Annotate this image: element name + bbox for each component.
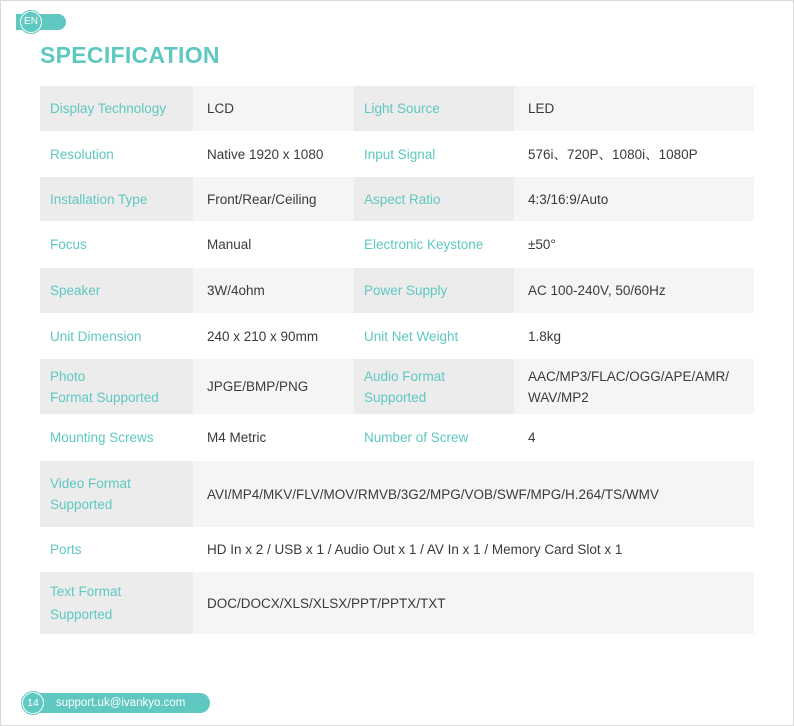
spec-value-speaker: 3W/4ohm <box>193 268 354 313</box>
spec-label-input-signal: Input Signal <box>364 146 436 162</box>
spec-label-unit-net-weight: Unit Net Weight <box>364 328 459 344</box>
spec-row-focus <box>40 223 754 266</box>
spec-row-display <box>40 86 754 131</box>
spec-row-speaker <box>40 268 754 313</box>
spec-value-audio-format-line1: AAC/MP3/FLAC/OGG/APE/AMR/ <box>528 368 730 384</box>
spec-row-photo-audio <box>40 359 754 414</box>
spec-label-resolution: Resolution <box>50 146 114 162</box>
spec-row-ports <box>40 529 754 570</box>
spec-label-photo-format <box>40 359 193 414</box>
spec-label-video-format-line2: Supported <box>50 497 113 512</box>
spec-value-light-source: LED <box>514 86 754 131</box>
spec-value-electronic-keystone: ±50° <box>528 237 556 252</box>
spec-label-light-source: Light Source <box>354 86 514 131</box>
spec-label-speaker: Speaker <box>40 268 193 313</box>
spec-label-power-supply: Power Supply <box>354 268 514 313</box>
spec-label-text-format-line2: Supported <box>50 607 113 622</box>
spec-value-video-format: AVI/MP4/MKV/FLV/MOV/RMVB/3G2/MPG/VOB/SWF/MPG/H.264/TS/WMV <box>193 461 754 527</box>
spec-label-electronic-keystone: Electronic Keystone <box>364 237 484 252</box>
spec-value-focus: Manual <box>207 237 252 252</box>
spec-value-power-supply: AC 100-240V, 50/60Hz <box>514 268 754 313</box>
spec-label-aspect-ratio: Aspect Ratio <box>354 177 514 221</box>
spec-value-text-format: DOC/DOCX/XLS/XLSX/PPT/PPTX/TXT <box>193 572 754 634</box>
spec-value-input-signal: 576i、720P、1080i、1080P <box>528 146 698 162</box>
spec-label-photo-format-line2: Format Supported <box>50 389 159 405</box>
spec-label-video-format <box>40 461 193 527</box>
spec-label-audio-format-line1: Audio Format <box>364 368 446 384</box>
spec-label-installation-type: Installation Type <box>40 177 193 221</box>
spec-row-dimension <box>40 315 754 357</box>
spec-label-mounting-screws: Mounting Screws <box>50 430 154 445</box>
spec-label-focus: Focus <box>50 237 87 252</box>
spec-row-resolution <box>40 133 754 175</box>
spec-value-audio-format-line2: WAV/MP2 <box>528 389 589 405</box>
page-number-badge: 14 <box>22 692 44 714</box>
spec-label-number-of-screw: Number of Screw <box>364 430 469 445</box>
spec-label-text-format <box>40 572 193 634</box>
spec-value-installation-type: Front/Rear/Ceiling <box>193 177 354 221</box>
language-badge: EN <box>20 11 42 33</box>
spec-value-aspect-ratio: 4:3/16:9/Auto <box>514 177 754 221</box>
spec-label-display-technology: Display Technology <box>40 86 193 131</box>
spec-label-audio-format <box>354 359 514 414</box>
support-email-link[interactable]: support.uk@ivankyo.com <box>56 697 186 709</box>
spec-label-unit-dimension: Unit Dimension <box>50 328 142 344</box>
spec-value-ports: HD In x 2 / USB x 1 / Audio Out x 1 / AV In x 1 / Memory Card Slot x 1 <box>207 542 623 557</box>
spec-row-screws <box>40 416 754 459</box>
spec-value-display-technology: LCD <box>193 86 354 131</box>
spec-value-unit-net-weight: 1.8kg <box>528 328 562 344</box>
spec-row-text-format <box>40 572 754 634</box>
spec-row-installation <box>40 177 754 221</box>
spec-value-audio-format <box>514 359 754 414</box>
spec-label-ports: Ports <box>50 542 82 557</box>
spec-value-number-of-screw: 4 <box>528 430 536 445</box>
spec-label-text-format-line1: Text Format <box>50 584 122 599</box>
spec-label-video-format-line1: Video Format <box>50 476 131 491</box>
spec-value-unit-dimension: 240 x 210 x 90mm <box>207 328 319 344</box>
spec-value-resolution: Native 1920 x 1080 <box>207 146 324 162</box>
spec-row-video-format <box>40 461 754 527</box>
spec-value-photo-format: JPGE/BMP/PNG <box>193 359 354 414</box>
spec-label-photo-format-line1: Photo <box>50 368 86 384</box>
spec-value-mounting-screws: M4 Metric <box>207 430 267 445</box>
spec-label-audio-format-line2: Supported <box>364 389 427 405</box>
page-title: SPECIFICATION <box>40 42 220 68</box>
